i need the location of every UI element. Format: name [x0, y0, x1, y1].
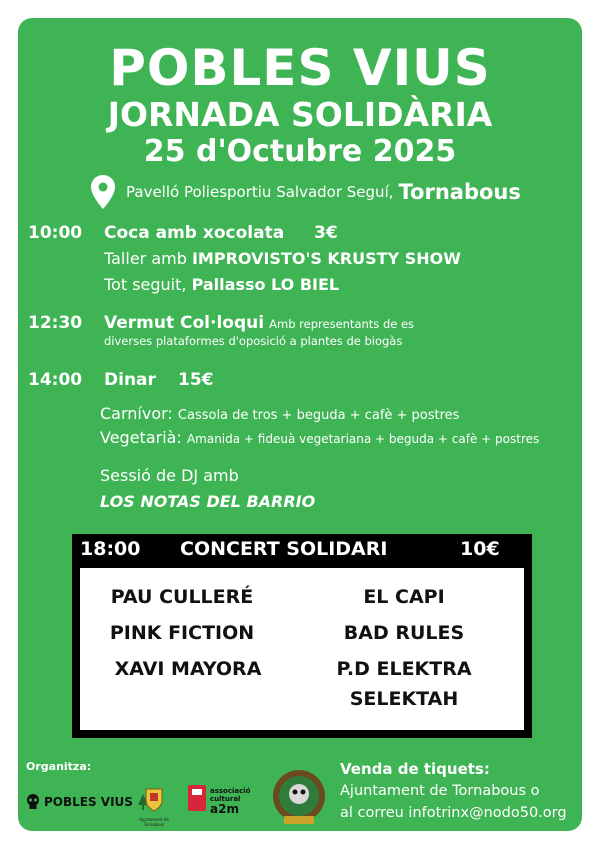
menu-vegetaria: Vegetarià: Amanida + fideuà vegetariana + beguda + cafè + postres [100, 428, 540, 447]
menu-carnivor: Carnívor: Cassola de tros + beguda + cafè + postres [100, 404, 460, 423]
activity-vermut: Vermut Col·loqui Amb representants de es [104, 313, 415, 333]
vermut-description: diverses plataformes d'oposició a plantes de biogàs [104, 334, 403, 348]
time-1000: 10:00 [28, 223, 83, 243]
activity-coca: Coca amb xocolata [104, 223, 285, 243]
event-date: 25 d'Octubre 2025 [143, 134, 457, 169]
concert-price: 10€ [460, 538, 500, 560]
concert-time: 18:00 [80, 538, 141, 560]
coat-of-arms-icon [134, 785, 174, 813]
band-name: XAVI MAYORA [114, 658, 262, 680]
ajuntament-logo: Ajuntament de Tornabous [134, 785, 174, 827]
activity-dinar: Dinar [104, 370, 156, 390]
poster-title: POBLES VIUS [109, 39, 491, 97]
location [90, 172, 521, 212]
band-name: EL CAPI [363, 586, 445, 608]
concert-title: CONCERT SOLIDARI [180, 538, 388, 560]
svg-text:cultural: cultural [210, 795, 241, 803]
tickets-email: al correu infotrinx@nodo50.org [340, 805, 567, 821]
event-poster [18, 18, 582, 831]
band-name: P.D ELEKTRA [336, 658, 472, 680]
tickets-location: Ajuntament de Tornabous o [340, 783, 540, 799]
svg-text:a2m: a2m [210, 802, 239, 815]
venue-name: Pavelló Poliesportiu Salvador Seguí, [126, 183, 394, 201]
organizers-label: Organitza: [26, 760, 92, 773]
band-list [80, 568, 524, 730]
concert-header [72, 534, 532, 568]
skull-icon [26, 794, 40, 810]
map-pin-icon [90, 174, 116, 210]
activity-taller: Taller amb IMPROVISTO'S KRUSTY SHOW [104, 249, 461, 268]
band-name: BAD RULES [343, 622, 465, 644]
trinxeres-logo [270, 766, 328, 828]
ticket-info [340, 758, 567, 824]
concert-frame [72, 534, 532, 738]
dj-name: LOS NOTAS DEL BARRIO [100, 492, 316, 511]
price-coca: 3€ [314, 223, 338, 243]
poster-subtitle: JORNADA SOLIDÀRIA [107, 95, 493, 134]
tickets-heading: Venda de tiquets: [340, 760, 490, 778]
svg-text:associació: associació [210, 787, 251, 795]
town-name: Tornabous [398, 180, 521, 204]
pobles-vius-logo: POBLES VIUS [26, 793, 149, 811]
a2m-logo [188, 781, 262, 815]
price-dinar: 15€ [178, 370, 214, 390]
band-name: PINK FICTION [109, 622, 255, 644]
time-1230: 12:30 [28, 313, 83, 333]
band-name: SELEKTAH [349, 688, 459, 710]
time-1400: 14:00 [28, 370, 83, 390]
activity-pallasso: Tot seguit, Pallasso LO BIEL [104, 275, 340, 294]
dj-session: Sessió de DJ amb [100, 466, 239, 485]
band-name: PAU CULLERÉ [110, 586, 254, 608]
